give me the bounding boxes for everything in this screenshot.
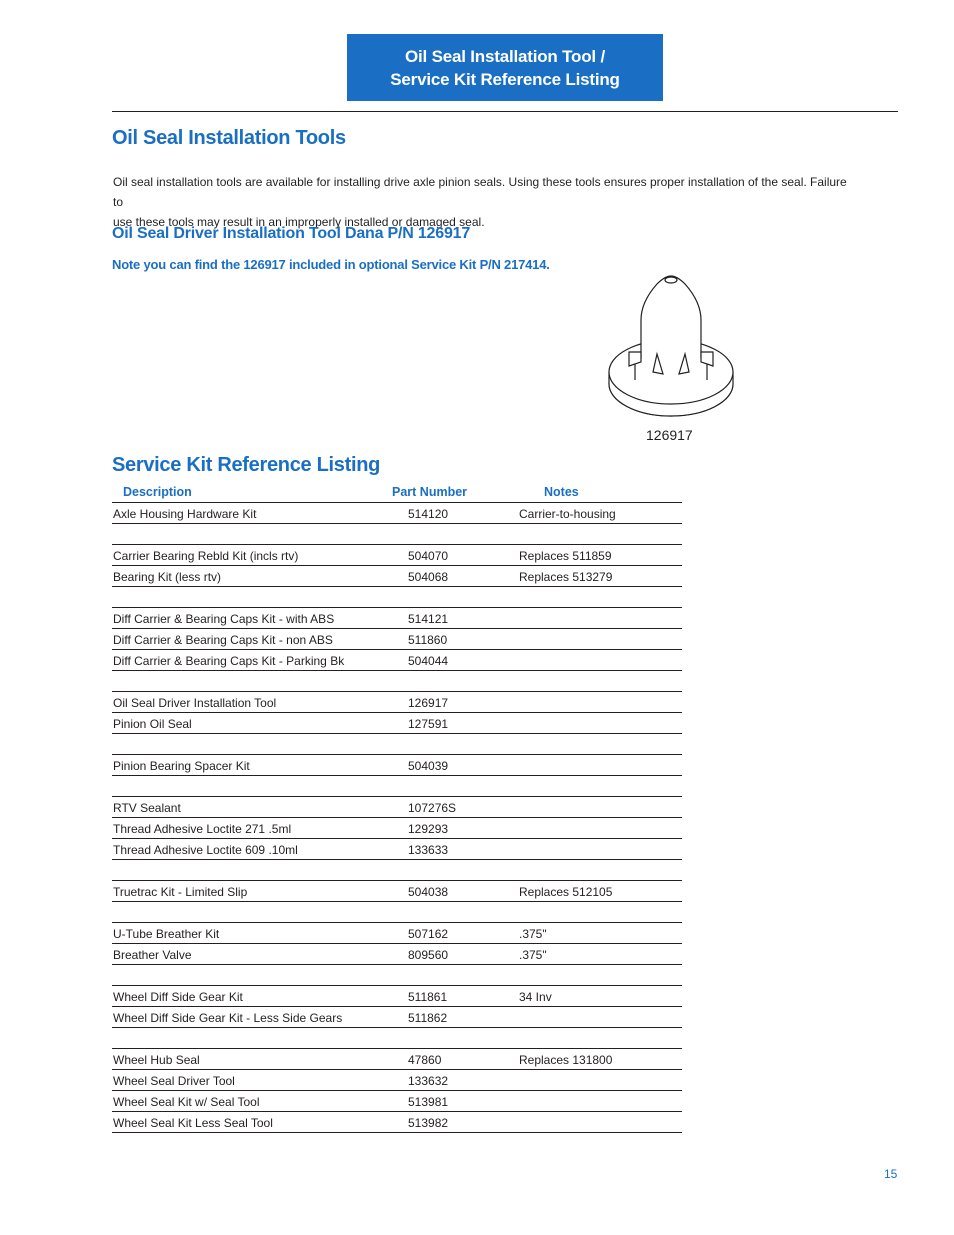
row-description: Wheel Hub Seal	[113, 1053, 200, 1067]
row-description: Diff Carrier & Bearing Caps Kit - non ABS	[113, 633, 333, 647]
table-header	[112, 482, 682, 503]
row-description: Pinion Bearing Spacer Kit	[113, 759, 250, 773]
section-title-tools: Oil Seal Installation Tools	[112, 127, 346, 149]
table-row	[112, 1091, 682, 1112]
header-rule	[112, 111, 898, 112]
row-part-number: 504068	[408, 570, 449, 584]
table-row	[112, 902, 682, 923]
row-part-number: 129293	[408, 822, 449, 836]
intro-line: use these tools may result in an improperly installed or damaged seal.	[113, 215, 485, 229]
table-row	[112, 629, 682, 650]
table-row	[112, 818, 682, 839]
row-description: Wheel Seal Kit w/ Seal Tool	[113, 1095, 260, 1109]
table-row	[112, 860, 682, 881]
table-row	[112, 986, 682, 1007]
row-part-number: 133632	[408, 1074, 449, 1088]
table-row	[112, 566, 682, 587]
row-description: U-Tube Breather Kit	[113, 927, 220, 941]
row-description: Truetrac Kit - Limited Slip	[113, 885, 248, 899]
row-description: Carrier Bearing Rebld Kit (incls rtv)	[113, 549, 299, 563]
intro-paragraph	[113, 172, 853, 232]
row-part-number: 504044	[408, 654, 449, 668]
row-description: Breather Valve	[113, 948, 192, 962]
column-header-notes: Notes	[544, 485, 579, 499]
row-description: Diff Carrier & Bearing Caps Kit - with ABS	[113, 612, 335, 626]
table-row	[112, 797, 682, 818]
table-row	[112, 608, 682, 629]
row-part-number: 127591	[408, 717, 449, 731]
row-part-number: 126917	[408, 696, 449, 710]
row-part-number: 504038	[408, 885, 449, 899]
table-row	[112, 1070, 682, 1091]
row-notes: Replaces 512105	[519, 885, 613, 899]
row-description: Pinion Oil Seal	[113, 717, 192, 731]
table-row	[112, 1112, 682, 1133]
section-title-service-kit: Service Kit Reference Listing	[112, 454, 381, 476]
row-description: Thread Adhesive Loctite 609 .10ml	[113, 843, 298, 857]
row-description: Wheel Diff Side Gear Kit	[113, 990, 243, 1004]
service-kit-table	[112, 482, 682, 1133]
row-part-number: 514120	[408, 507, 449, 521]
figure-caption: 126917	[646, 427, 693, 443]
tool-subtitle: Oil Seal Driver Installation Tool Dana P/N 126917	[112, 225, 471, 242]
row-notes: Carrier-to-housing	[519, 507, 616, 521]
row-part-number: 511860	[408, 633, 448, 647]
row-description: RTV Sealant	[113, 801, 181, 815]
row-notes: .375"	[519, 948, 547, 962]
row-part-number: 107276S	[408, 801, 457, 815]
row-description: Wheel Diff Side Gear Kit - Less Side Gears	[113, 1011, 343, 1025]
row-part-number: 513982	[408, 1116, 449, 1130]
row-description: Wheel Seal Driver Tool	[113, 1074, 235, 1088]
header-title-line1: Oil Seal Installation Tool /	[404, 46, 605, 66]
row-notes: Replaces 511859	[519, 549, 612, 563]
row-description: Diff Carrier & Bearing Caps Kit - Parking Bk	[113, 654, 345, 668]
table-row	[112, 944, 682, 965]
table-row	[112, 692, 682, 713]
seal-driver-tool-illustration	[605, 272, 740, 422]
intro-line: Oil seal installation tools are available for installing drive axle pinion seals. Using these tools ensures proper installation of the seal. Failure to	[113, 175, 847, 209]
header-banner	[347, 34, 663, 101]
table-row	[112, 965, 682, 986]
row-part-number: 133633	[408, 843, 449, 857]
table-row	[112, 524, 682, 545]
row-part-number: 514121	[408, 612, 449, 626]
table-row	[112, 839, 682, 860]
row-notes: Replaces 131800	[519, 1053, 613, 1067]
row-part-number: 511861	[408, 990, 448, 1004]
table-row	[112, 923, 682, 944]
row-part-number: 511862	[408, 1011, 448, 1025]
table-row	[112, 1028, 682, 1049]
table-row	[112, 776, 682, 797]
table-row	[112, 713, 682, 734]
header-title-line2: Service Kit Reference Listing	[390, 69, 620, 89]
table-row	[112, 671, 682, 692]
row-part-number: 47860	[408, 1053, 442, 1067]
table-row	[112, 881, 682, 902]
row-part-number: 507162	[408, 927, 449, 941]
column-header-part-number: Part Number	[392, 485, 468, 499]
table-row	[112, 503, 682, 524]
row-description: Thread Adhesive Loctite 271 .5ml	[113, 822, 292, 836]
row-part-number: 809560	[408, 948, 449, 962]
table-row	[112, 734, 682, 755]
row-part-number: 504039	[408, 759, 449, 773]
row-description: Axle Housing Hardware Kit	[113, 507, 257, 521]
row-part-number: 504070	[408, 549, 449, 563]
table-row	[112, 1049, 682, 1070]
row-notes: 34 Inv	[519, 990, 552, 1004]
service-kit-note: Note you can find the 126917 included in optional Service Kit P/N 217414.	[112, 257, 550, 272]
row-description: Bearing Kit (less rtv)	[113, 570, 222, 584]
row-description: Wheel Seal Kit Less Seal Tool	[113, 1116, 273, 1130]
table-row	[112, 587, 682, 608]
page-number: 15	[884, 1167, 898, 1181]
column-header-description: Description	[123, 485, 192, 499]
table-row	[112, 1007, 682, 1028]
table-row	[112, 650, 682, 671]
row-notes: .375"	[519, 927, 547, 941]
row-description: Oil Seal Driver Installation Tool	[113, 696, 277, 710]
table-row	[112, 545, 682, 566]
row-notes: Replaces 513279	[519, 570, 613, 584]
table-row	[112, 755, 682, 776]
row-part-number: 513981	[408, 1095, 449, 1109]
